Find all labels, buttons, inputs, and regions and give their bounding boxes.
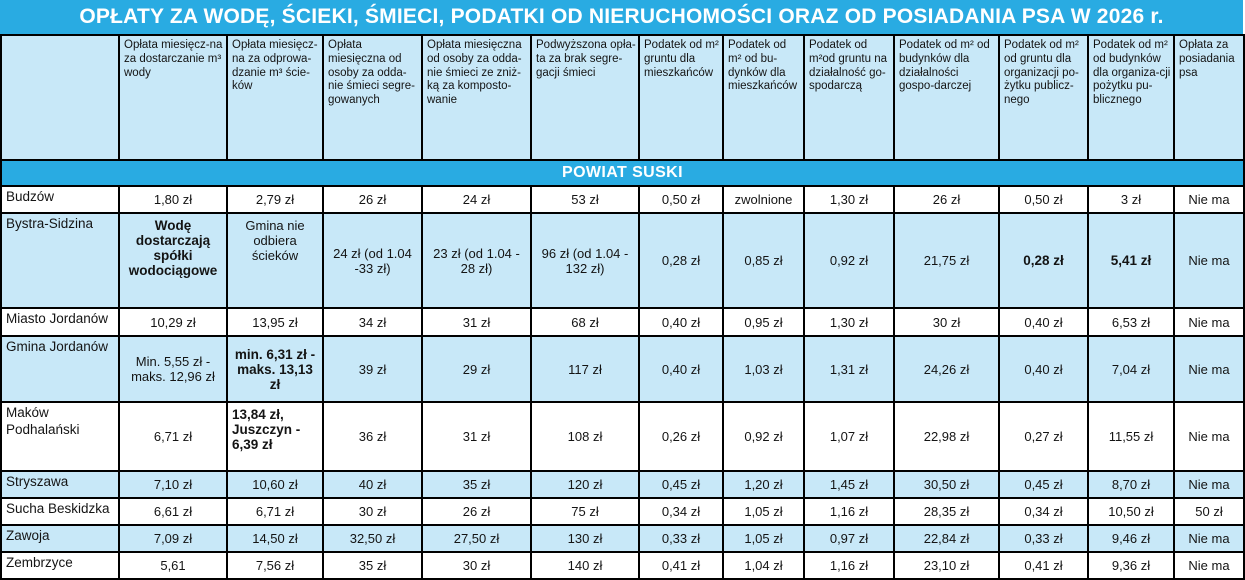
value-cell: Gmina nie odbiera ścieków: [227, 213, 323, 308]
value-cell: 5,41 zł: [1088, 213, 1174, 308]
corner-cell: [1, 35, 119, 160]
value-cell: 26 zł: [422, 498, 531, 525]
value-cell: zwolnione: [723, 186, 804, 213]
value-cell: 8,70 zł: [1088, 471, 1174, 498]
value-cell: 24 zł: [422, 186, 531, 213]
column-header: Podatek od m² od gruntu dla organizacji po-żytku publicz-nego: [999, 35, 1088, 160]
header-row: [1, 35, 1244, 160]
value-cell: 13,95 zł: [227, 308, 323, 336]
table-row: [1, 308, 1244, 336]
value-cell: 36 zł: [323, 402, 422, 471]
page-title-text: OPŁATY ZA WODĘ, ŚCIEKI, ŚMIECI, PODATKI OD NIERUCHOMOŚCI ORAZ OD POSIADANIA PSA W 2026 r.: [79, 5, 1164, 28]
row-label: Stryszawa: [1, 471, 119, 498]
value-cell: 0,92 zł: [723, 402, 804, 471]
value-cell: 0,92 zł: [804, 213, 894, 308]
value-cell: 13,84 zł, Juszczyn - 6,39 zł: [227, 402, 323, 471]
value-cell: 24,26 zł: [894, 336, 999, 402]
value-cell: Nie ma: [1174, 525, 1244, 552]
value-cell: 2,79 zł: [227, 186, 323, 213]
value-cell: 0,40 zł: [639, 308, 723, 336]
column-header: Podatek od m² gruntu dla mieszkańców: [639, 35, 723, 160]
value-cell: 0,27 zł: [999, 402, 1088, 471]
value-cell: 10,29 zł: [119, 308, 227, 336]
value-cell: 68 zł: [531, 308, 639, 336]
row-label: Maków Podhalański: [1, 402, 119, 471]
value-cell: 0,28 zł: [639, 213, 723, 308]
table-row: [1, 402, 1244, 471]
value-cell: 0,33 zł: [999, 525, 1088, 552]
column-header: Opłata miesięcz-na za dostarczanie m³ wody: [119, 35, 227, 160]
value-cell: 50 zł: [1174, 498, 1244, 525]
page-title: [0, 0, 1243, 34]
value-cell: 39 zł: [323, 336, 422, 402]
value-cell: 0,95 zł: [723, 308, 804, 336]
value-cell: 26 zł: [323, 186, 422, 213]
value-cell: 120 zł: [531, 471, 639, 498]
value-cell: 0,34 zł: [999, 498, 1088, 525]
value-cell: 10,60 zł: [227, 471, 323, 498]
value-cell: 0,85 zł: [723, 213, 804, 308]
value-cell: 1,07 zł: [804, 402, 894, 471]
value-cell: 23,10 zł: [894, 552, 999, 579]
column-header: Podatek od m²od gruntu na działalność go-spodarczą: [804, 35, 894, 160]
value-cell: 31 zł: [422, 308, 531, 336]
value-cell: 31 zł: [422, 402, 531, 471]
value-cell: 0,50 zł: [999, 186, 1088, 213]
value-cell: 0,34 zł: [639, 498, 723, 525]
value-cell: 1,80 zł: [119, 186, 227, 213]
value-cell: 140 zł: [531, 552, 639, 579]
value-cell: Wodę dostarczają spółki wodociągowe: [119, 213, 227, 308]
value-cell: 0,40 zł: [639, 336, 723, 402]
value-cell: 32,50 zł: [323, 525, 422, 552]
row-label: Zawoja: [1, 525, 119, 552]
value-cell: min. 6,31 zł - maks. 13,13 zł: [227, 336, 323, 402]
section-title: POWIAT SUSKI: [1, 160, 1244, 186]
column-header: Podatek od m² od budynków dla działalności gospo-darczej: [894, 35, 999, 160]
column-header: Podatek od m² od bu-dynków dla mieszkańców: [723, 35, 804, 160]
column-header: Opłata za posiadania psa: [1174, 35, 1244, 160]
value-cell: 5,61: [119, 552, 227, 579]
value-cell: 9,36 zł: [1088, 552, 1174, 579]
column-header: Opłata miesięczna od osoby za odda-nie śmieci ze zniż-ką za komposto-wanie: [422, 35, 531, 160]
value-cell: 35 zł: [422, 471, 531, 498]
value-cell: 7,10 zł: [119, 471, 227, 498]
value-cell: 1,31 zł: [804, 336, 894, 402]
value-cell: 0,97 zł: [804, 525, 894, 552]
table-row: [1, 471, 1244, 498]
row-label: Budzów: [1, 186, 119, 213]
table-row: [1, 336, 1244, 402]
value-cell: 35 zł: [323, 552, 422, 579]
column-header: Opłata miesięcz-na za odprowa-dzanie m³ ście-ków: [227, 35, 323, 160]
value-cell: 30,50 zł: [894, 471, 999, 498]
value-cell: 0,50 zł: [639, 186, 723, 213]
column-header: Podwyższona opła-ta za brak segre-gacji śmieci: [531, 35, 639, 160]
value-cell: 30 zł: [422, 552, 531, 579]
value-cell: 0,41 zł: [999, 552, 1088, 579]
value-cell: Nie ma: [1174, 213, 1244, 308]
value-cell: Min. 5,55 zł - maks. 12,96 zł: [119, 336, 227, 402]
value-cell: 6,53 zł: [1088, 308, 1174, 336]
value-cell: 0,28 zł: [999, 213, 1088, 308]
value-cell: 40 zł: [323, 471, 422, 498]
value-cell: 1,45 zł: [804, 471, 894, 498]
row-label: Zembrzyce: [1, 552, 119, 579]
value-cell: 1,03 zł: [723, 336, 804, 402]
value-cell: 1,20 zł: [723, 471, 804, 498]
column-header: Podatek od m² od budynków dla organiza-cji pożytku pu-blicznego: [1088, 35, 1174, 160]
value-cell: 0,45 zł: [639, 471, 723, 498]
value-cell: 1,30 zł: [804, 308, 894, 336]
value-cell: 108 zł: [531, 402, 639, 471]
value-cell: 0,41 zł: [639, 552, 723, 579]
value-cell: 21,75 zł: [894, 213, 999, 308]
value-cell: 7,04 zł: [1088, 336, 1174, 402]
fees-table: [0, 34, 1245, 580]
value-cell: 6,71 zł: [119, 402, 227, 471]
value-cell: 34 zł: [323, 308, 422, 336]
value-cell: 7,56 zł: [227, 552, 323, 579]
value-cell: 6,61 zł: [119, 498, 227, 525]
value-cell: 96 zł (od 1.04 - 132 zł): [531, 213, 639, 308]
value-cell: 1,30 zł: [804, 186, 894, 213]
value-cell: 1,16 zł: [804, 552, 894, 579]
value-cell: 3 zł: [1088, 186, 1174, 213]
value-cell: 22,98 zł: [894, 402, 999, 471]
value-cell: 23 zł (od 1.04 - 28 zł): [422, 213, 531, 308]
row-label: Bystra-Sidzina: [1, 213, 119, 308]
table-row: [1, 186, 1244, 213]
value-cell: 30 zł: [323, 498, 422, 525]
value-cell: Nie ma: [1174, 186, 1244, 213]
table-row: [1, 552, 1244, 579]
value-cell: Nie ma: [1174, 402, 1244, 471]
value-cell: 0,33 zł: [639, 525, 723, 552]
table-header: [1, 35, 1244, 160]
value-cell: Nie ma: [1174, 552, 1244, 579]
value-cell: Nie ma: [1174, 308, 1244, 336]
row-label: Gmina Jordanów: [1, 336, 119, 402]
value-cell: 0,26 zł: [639, 402, 723, 471]
value-cell: 9,46 zł: [1088, 525, 1174, 552]
value-cell: 24 zł (od 1.04 -33 zł): [323, 213, 422, 308]
value-cell: 14,50 zł: [227, 525, 323, 552]
value-cell: 27,50 zł: [422, 525, 531, 552]
value-cell: 10,50 zł: [1088, 498, 1174, 525]
value-cell: 29 zł: [422, 336, 531, 402]
table-row: [1, 213, 1244, 308]
value-cell: 11,55 zł: [1088, 402, 1174, 471]
value-cell: 1,05 zł: [723, 498, 804, 525]
value-cell: 1,04 zł: [723, 552, 804, 579]
value-cell: 7,09 zł: [119, 525, 227, 552]
value-cell: 0,45 zł: [999, 471, 1088, 498]
section-row: [1, 160, 1244, 186]
value-cell: 130 zł: [531, 525, 639, 552]
table-body: [1, 160, 1244, 579]
value-cell: Nie ma: [1174, 471, 1244, 498]
value-cell: 28,35 zł: [894, 498, 999, 525]
value-cell: 0,40 zł: [999, 308, 1088, 336]
value-cell: 26 zł: [894, 186, 999, 213]
value-cell: 1,16 zł: [804, 498, 894, 525]
value-cell: 6,71 zł: [227, 498, 323, 525]
table-row: [1, 525, 1244, 552]
row-label: Miasto Jordanów: [1, 308, 119, 336]
table-row: [1, 498, 1244, 525]
value-cell: 75 zł: [531, 498, 639, 525]
column-header: Opłata miesięczna od osoby za odda-nie śmieci segre-gowanych: [323, 35, 422, 160]
value-cell: 30 zł: [894, 308, 999, 336]
value-cell: 1,05 zł: [723, 525, 804, 552]
value-cell: 53 zł: [531, 186, 639, 213]
value-cell: Nie ma: [1174, 336, 1244, 402]
value-cell: 117 zł: [531, 336, 639, 402]
row-label: Sucha Beskidzka: [1, 498, 119, 525]
value-cell: 0,40 zł: [999, 336, 1088, 402]
value-cell: 22,84 zł: [894, 525, 999, 552]
